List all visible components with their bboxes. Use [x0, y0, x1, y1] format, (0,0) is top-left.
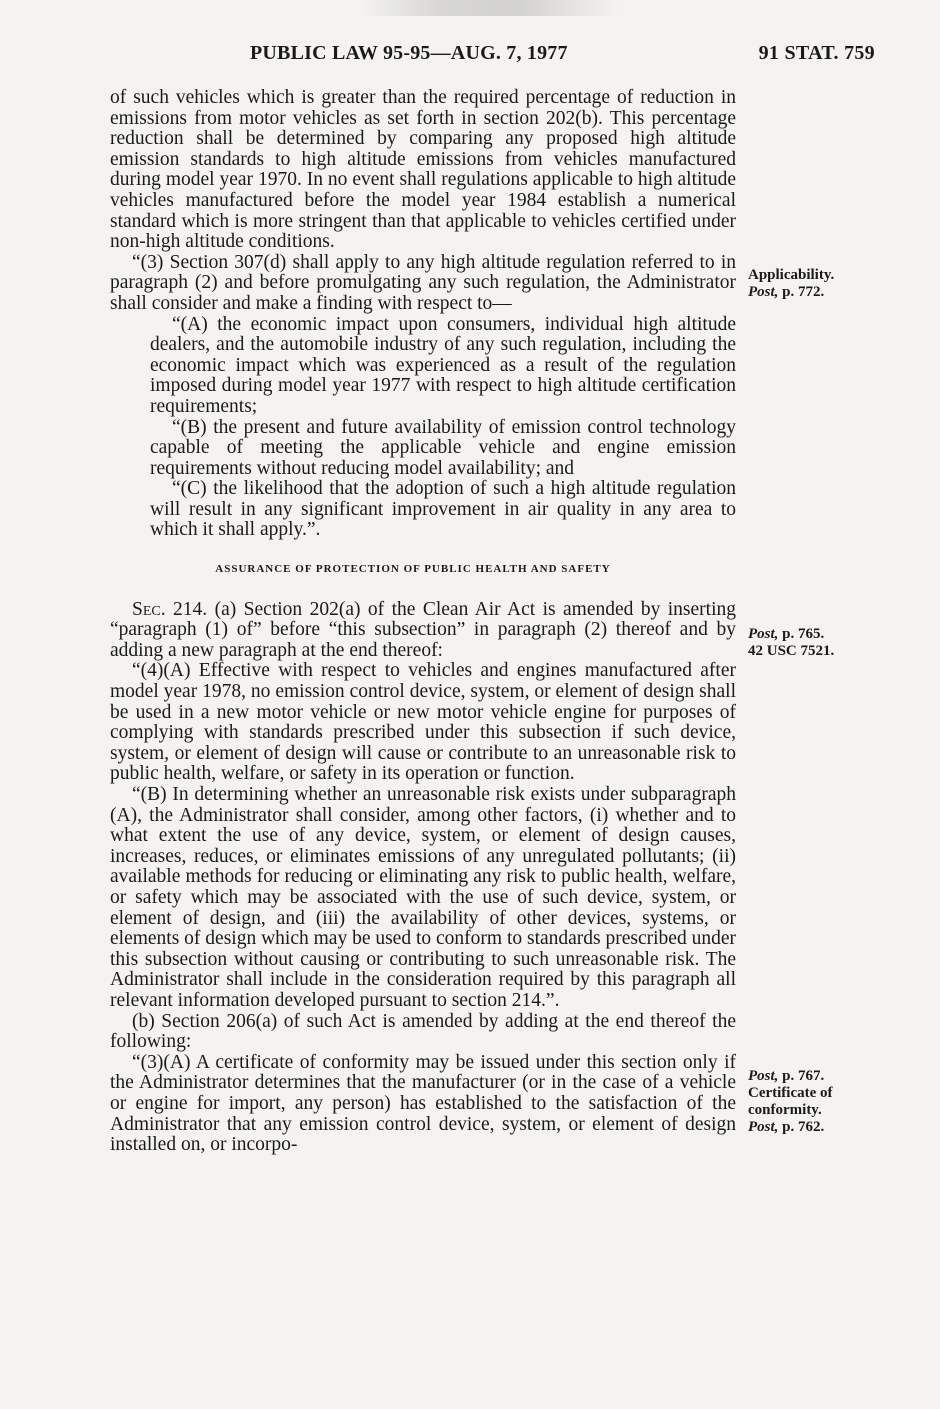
- header-title: PUBLIC LAW 95-95—AUG. 7, 1977: [250, 42, 568, 64]
- margin-note-cert-title: Certificate of conformity.: [748, 1085, 833, 1118]
- margin-note-cert-page: p. 762.: [782, 1119, 825, 1135]
- margin-note-sec214: [748, 626, 834, 660]
- subparagraph-a: “(A) the economic impact upon consumers, individual high altitude dealers, and the automobile industry of any such regulation, including the economic impact which was experienced as a result of the regulation imposed during model year 1977 with respect to high altitude certification requirements;: [150, 313, 736, 417]
- subparagraph-b: “(B) the present and future availability of emission control technology capable of meeting the applicable vehicle and engine emission requirements without reducing model availability; and: [150, 416, 736, 479]
- margin-note-applicability: [748, 267, 834, 301]
- paragraph-4-b: “(B) In determining whether an unreasonable risk exists under subparagraph (A), the Administrator shall consider, among other factors, (i) whether and to what extent the use of any device, system, or element of design causes, increases, reduces, or eliminates emissions of any unregulated pollutants; (ii) available methods for reducing or eliminating any risk to public health, welfare, or safety which may be associated with the use of such device, system, or element of design, and (iii) the availability of other devices, systems, or elements of design which may be used to conform to standards prescribed under this subsection without causing or contributing to such unreasonable risk. The Administrator shall include in the consideration required by this paragraph all relevant information developed pursuant to section 214.”.: [110, 784, 736, 1011]
- margin-note-sec214-usc: 42 USC 7521.: [748, 643, 835, 659]
- margin-note-applicability-page: p. 772.: [782, 284, 825, 300]
- margin-note-cert-post: Post,: [748, 1119, 779, 1135]
- paragraph-3-a: “(3)(A) A certificate of conformity may be issued under this section only if the Administrator determines that the manufacturer (or in the case of a vehicle or engine for import, any person) has established to the satisfaction of the Administrator that any emission control device, system, or element of design installed on, or incorpo-: [110, 1051, 736, 1156]
- scan-artifact: [360, 0, 620, 16]
- margin-note-applicability-post: Post,: [748, 284, 779, 300]
- margin-note-applicability-title: Applicability.: [748, 267, 835, 283]
- margin-note-sec214-post: Post,: [748, 626, 779, 642]
- section-heading: ASSURANCE OF PROTECTION OF PUBLIC HEALTH AND SAFETY: [215, 563, 611, 576]
- margin-note-b-page: p. 767.: [782, 1068, 825, 1084]
- section-label: Sec. 214.: [132, 598, 208, 620]
- margin-note-certificate: [748, 1068, 858, 1136]
- header-page-ref: 91 STAT. 759: [758, 42, 875, 64]
- paragraph-3: “(3) Section 307(d) shall apply to any high altitude regulation referred to in paragraph (2) and before promulgating any such regulation, the Administrator shall consider and make a finding with respect to—: [110, 251, 736, 314]
- paragraph-continuation: of such vehicles which is greater than the required percentage of reduction in emissions from motor vehicles as set forth in section 202(b). This percentage reduction shall be determined by comparing any proposed high altitude emission standards to high altitude emissions from vehicles manufactured during model year 1970. In no event shall regulations applicable to high altitude vehicles manufactured before the model year 1984 establish a numerical standard which is more stringent than that applicable to vehicles certified under non-high altitude conditions.: [110, 87, 736, 253]
- paragraph-4-a: “(4)(A) Effective with respect to vehicles and engines manufactured after model year 1978, no emission control device, system, or element of design shall be used in a new motor vehicle or new motor vehicle engine for purposes of complying with standards prescribed under this subsection if such device, system, or element of design will cause or contribute to an unreasonable risk to public health, welfare, or safety in its operation or function.: [110, 660, 736, 785]
- section-214-a-text: (a) Section 202(a) of the Clean Air Act is amended by inserting “paragraph (1) of” before “this subsection” in paragraph (2) thereof and by adding a new paragraph at the end thereof:: [110, 598, 737, 661]
- section-214-a: [110, 600, 736, 662]
- margin-note-sec214-page: p. 765.: [782, 626, 825, 642]
- subparagraph-c: “(C) the likelihood that the adoption of such a high altitude regulation will result in any significant improvement in air quality in any area to which it shall apply.”.: [150, 478, 736, 541]
- section-214-b: (b) Section 206(a) of such Act is amended by adding at the end thereof the following:: [110, 1010, 736, 1053]
- margin-note-b-post: Post,: [748, 1068, 779, 1084]
- body-text: [110, 88, 736, 1156]
- page-header: [110, 42, 875, 72]
